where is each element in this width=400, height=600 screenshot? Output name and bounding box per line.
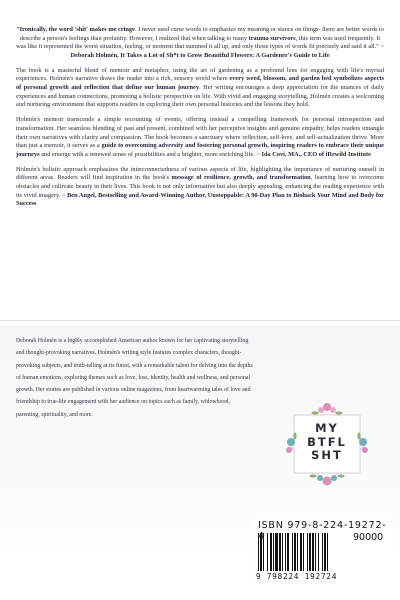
logo-line-3: SHT — [311, 448, 343, 463]
logo-wordmark — [296, 422, 358, 463]
review-1-bold: every weed, blossom, and garden bed symbolizes aspects of personal growth and reflection that define our human journey — [16, 75, 384, 92]
review-3-bold: message of resilience, growth, and transformation — [171, 174, 311, 182]
review-2-text: Holmén's memoir transcends a simple recounting of events, offering instead a compelling framework for personal introspection and transformation. Her seamless blending of past and present, combined with her perceptive insights and genuine empathy, helps readers untangle their own narratives with clarity and compassion. The book becomes a sanctuary where reflection, self-love, and self-actualization thrive. More than just a memoir, it serves as a — [16, 116, 384, 150]
review-3-text-2: , learning how to overcome obstacles and cultivate beauty in their lives. This book is not only informative but also deeply appealing, enhancing the reading experience with its vivid imagery. ~ — [16, 174, 384, 199]
review-2-attribution: Ida Covi, MA., CEO of iRewild Institute — [261, 150, 371, 158]
logo-line-2: BTFL — [307, 434, 347, 449]
isbn-barcode — [252, 518, 392, 584]
intro-quote-bold-trauma: trauma survivors — [248, 34, 296, 42]
author-bio: Deborah Holmén is a highly accomplished American author known for her captivating storytelling and thought-provoking narratives. Holmén's writing style features complex characters, thought-provoking subjects, and truth-telling at its finest, with a remarkable talent for delving into the depths of human emotions, exploring themes such as love, loss, identity, health and wellness, and personal growth. Her stories are published in various online magazines, from heartwarming tales of love and friendship to true-life engagement with her audience on topics such as family, widowhood, parenting, spirituality, and more. — [16, 338, 253, 418]
isbn-label: ISBN 979-8-224-19272- — [258, 520, 387, 531]
review-1-text-2: . Her writing encourages a deep appreciation for the nuances of daily experiences and human connections, promoting a holistic perspective on life. With vivid and engaging storytelling, Holmén creates a welcoming and nurturing environment that supports readers in exploring their own personal histories and the lessons they hold. — [16, 84, 384, 109]
intro-quote-bold: "Ironically, the word 'shit' makes me cringe — [16, 26, 135, 33]
price-code: 90000 — [353, 532, 384, 543]
logo-line-1: MY — [315, 421, 339, 435]
intro-quote-attribution: Deborah Holmén, It Takes a Lot of Sh*t to Grow Beautiful Flowers: A Gardener's Guide to Life — [70, 51, 330, 59]
review-paragraph-2 — [16, 116, 384, 159]
review-paragraph-3 — [16, 166, 384, 209]
intro-quote-text: . I never used curse words to emphasize my meaning or stance on things- there are better words to describe a person's feelings than profanity. However, I realized that when talking to many — [19, 26, 384, 42]
intro-quote-text-2: , this term was used frequently. It was like it represented the worst situation, feeling, or moment that summed it all up, and only those types of words fit precisely and said it all." ~ — [16, 34, 384, 51]
synopsis-block — [16, 26, 384, 215]
review-3-attribution: Ben Angel, Bestselling and Award-Winning Author, Unstoppable: A 90-Day Plan to Biohack Your Mind and Body for Success — [16, 191, 384, 208]
review-2-bold: guide to overcoming adversity and fostering personal growth, inspiring readers to embrace their unique journeys — [16, 142, 384, 158]
review-1-text: The book is a masterful blend of memoir and metaphor, using the art of gardening as a profound lens for engaging with life's myriad experiences. Holmén's narrative draws the reader into a rich, sensory world where — [16, 66, 384, 83]
review-2-text-2: and emerge with a renewed sense of possibilities and a brighter, more enriching life. ~ — [39, 150, 262, 158]
intro-quote — [16, 26, 384, 60]
publisher-logo — [282, 398, 372, 498]
barcode-bars-icon — [258, 533, 353, 573]
barcode-number: 9 798224 192724 — [256, 572, 338, 581]
section-divider — [0, 320, 400, 321]
review-3-text: Holmén's holistic approach emphasizes the interconnectedness of various aspects of life, highlighting the importance of nurturing oneself in different areas. Readers will find inspiration in the book's — [16, 165, 384, 182]
review-paragraph-1 — [16, 67, 384, 110]
